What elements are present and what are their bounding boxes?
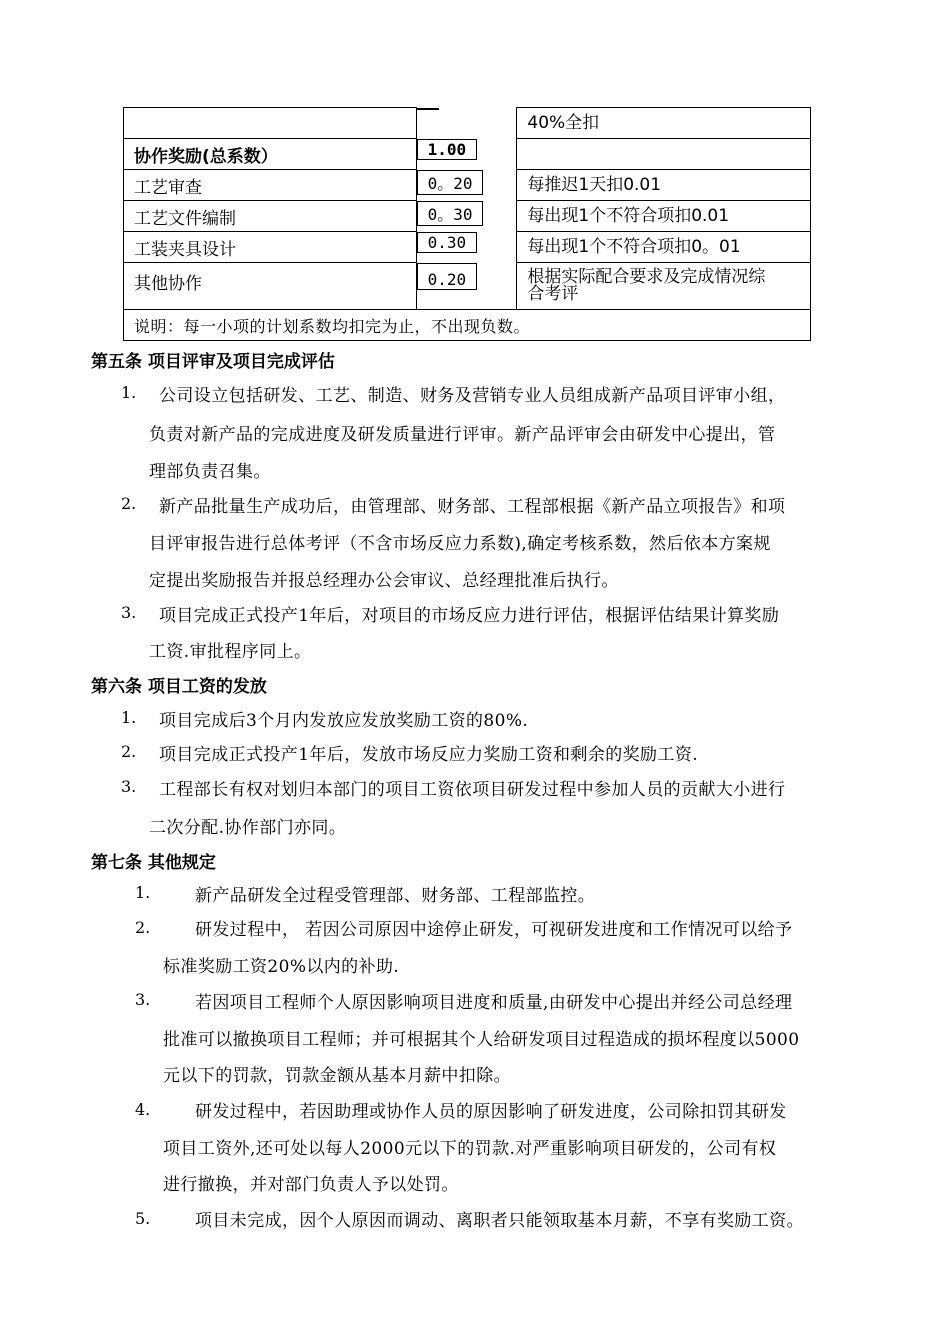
table-row <box>124 263 811 310</box>
table-cell-coef: 0.20 <box>417 263 478 290</box>
rule-line: 合考评 <box>527 284 579 304</box>
table-cell-coef: 1.00 <box>417 139 478 160</box>
list-number: 1. <box>121 383 137 402</box>
list-number: 2. <box>135 918 151 937</box>
table-cell-rule: 每出现1个不符合项扣0。01 <box>517 232 811 263</box>
list-number: 3. <box>135 990 151 1009</box>
table-cell-name: 工艺审查 <box>124 170 417 201</box>
table-cell-rule: 每出现1个不符合项扣0.01 <box>517 201 811 232</box>
list-line: 批准可以撤换项目工程师；并可根据其个人给研发项目过程造成的损坏程度以5000 <box>163 1030 800 1050</box>
table-cell-name <box>124 108 417 139</box>
table-cell-rule: 40%全扣 <box>517 108 811 139</box>
list-line: 标准奖励工资20%以内的补助. <box>163 957 400 977</box>
table-cell-coef: 0.30 <box>417 232 478 253</box>
list-line: 目评审报告进行总体考评（不含市场反应力系数),确定考核系数，然后依本方案规 <box>149 534 771 554</box>
list-line: 定提出奖励报告并报总经理办公会审议、总经理批准后执行。 <box>149 571 619 591</box>
list-number: 1. <box>121 708 137 727</box>
list-line: 负责对新产品的完成进度及研发质量进行评审。新产品评审会由研发中心提出，管 <box>149 425 776 445</box>
list-line: 理部负责召集。 <box>149 462 271 482</box>
table-cell-name: 其他协作 <box>124 263 417 310</box>
list-line: 工程部长有权对划归本部门的项目工资依项目研发过程中参加人员的贡献大小进行 <box>159 780 786 800</box>
rule-line: 根据实际配合要求及完成情况综 <box>527 267 766 287</box>
table-cell-coef: 0。30 <box>417 201 484 226</box>
table-note: 说明：每一小项的计划系数均扣完为止，不出现负数。 <box>124 310 811 341</box>
list-number: 2. <box>121 494 137 513</box>
list-number: 1. <box>135 883 151 902</box>
table-cell-coef: 0。20 <box>417 170 484 195</box>
list-line: 项目完成后3个月内发放应发放奖励工资的80%. <box>159 711 529 731</box>
table-cell-coef <box>417 108 439 110</box>
table-cell-rule <box>517 263 811 310</box>
list-number: 4. <box>135 1100 151 1119</box>
table-cell-name: 工艺文件编制 <box>124 201 417 232</box>
list-line: 项目完成正式投产1年后，发放市场反应力奖励工资和剩余的奖励工资. <box>159 745 699 765</box>
list-line: 新产品研发全过程受管理部、财务部、工程部监控。 <box>195 886 596 906</box>
coefficient-table <box>123 107 811 341</box>
section-heading-5: 第五条 项目评审及项目完成评估 <box>91 352 335 372</box>
table-note-row <box>124 310 811 341</box>
list-line: 研发过程中，若因助理或协作人员的原因影响了研发进度，公司除扣罚其研发 <box>195 1102 787 1122</box>
list-line: 研发过程中， 若因公司原因中途停止研发，可视研发进度和工作情况可以给予 <box>195 920 793 940</box>
table-row <box>124 201 811 232</box>
table-cell-rule <box>517 139 811 170</box>
list-line: 元以下的罚款，罚款金额从基本月薪中扣除。 <box>163 1066 511 1086</box>
table-row <box>124 232 811 263</box>
list-number: 3. <box>121 777 137 796</box>
list-number: 2. <box>121 742 137 761</box>
section-heading-7: 第七条 其他规定 <box>91 853 216 873</box>
list-number: 5. <box>135 1209 151 1228</box>
table-row <box>124 108 811 139</box>
list-line: 新产品批量生产成功后，由管理部、财务部、工程部根据《新产品立项报告》和项 <box>159 497 786 517</box>
list-line: 项目完成正式投产1年后，对项目的市场反应力进行评估，根据评估结果计算奖励 <box>159 606 780 626</box>
list-line: 进行撤换，并对部门负责人予以处罚。 <box>163 1175 459 1195</box>
list-line: 若因项目工程师个人原因影响项目进度和质量,由研发中心提出并经公司总经理 <box>195 993 793 1013</box>
table-row <box>124 139 811 170</box>
list-line: 公司设立包括研发、工艺、制造、财务及营销专业人员组成新产品项目评审小组， <box>159 386 786 406</box>
table-row <box>124 170 811 201</box>
list-line: 二次分配.协作部门亦同。 <box>149 818 347 838</box>
list-line: 项目未完成，因个人原因而调动、离职者只能领取基本月薪，不享有奖励工资。 <box>195 1211 804 1231</box>
table-cell-name: 协作奖励(总系数） <box>124 139 417 170</box>
table-cell-name: 工装夹具设计 <box>124 232 417 263</box>
list-line: 工资.审批程序同上。 <box>149 642 312 662</box>
table-cell-rule: 每推迟1天扣0.01 <box>517 170 811 201</box>
list-number: 3. <box>121 603 137 622</box>
section-heading-6: 第六条 项目工资的发放 <box>91 677 267 697</box>
list-line: 项目工资外,还可处以每人2000元以下的罚款.对严重影响项目研发的，公司有权 <box>163 1139 777 1159</box>
